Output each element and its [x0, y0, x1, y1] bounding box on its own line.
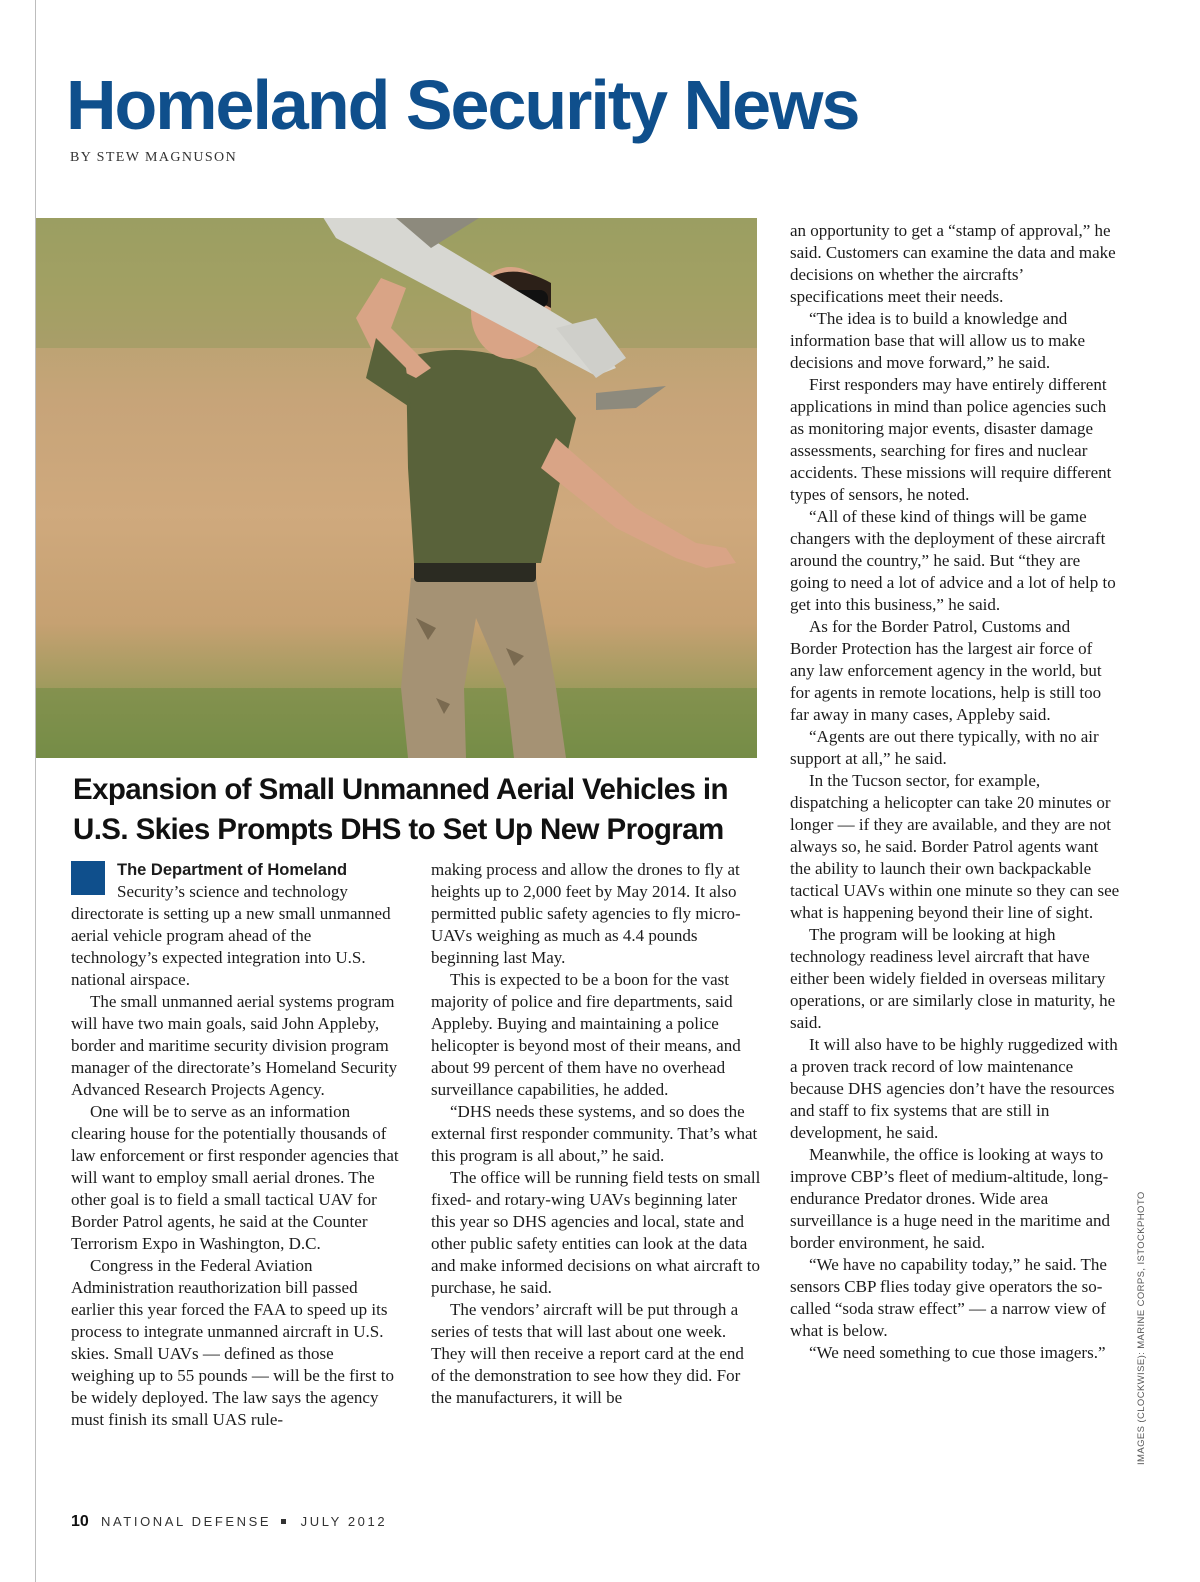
paragraph: First responders may have entirely different applications in mind than police agencies such as monitoring major events, disaster damage assessments, searching for fires and nuclear accidents. These missions will require different types of sensors, he noted.: [790, 375, 1112, 504]
article-headline: Expansion of Small Unmanned Aerial Vehicles in U.S. Skies Prompts DHS to Set Up New Program: [73, 773, 728, 846]
paragraph: This is expected to be a boon for the vast majority of police and fire departments, said Appleby. Buying and maintaining a police helicopter is beyond most of their means, and about 99 percent of them have no overhead surveillance capabilities, he added.: [431, 970, 741, 1099]
paragraph-text: Security’s science and technology directorate is setting up a new small unmanned aerial vehicle program ahead of the technology’s expected integration into U.S. national airspace.: [71, 882, 391, 989]
paragraph: “DHS needs these systems, and so does the external first responder community. That’s what this program is all about,” he said.: [431, 1102, 758, 1165]
article-photo: [36, 218, 757, 758]
paragraph: In the Tucson sector, for example, dispatching a helicopter can take 20 minutes or longer — if they are available, and they are not always so, he said. Border Patrol agents want the ability to launch their own backpackable tactical UAVs within one minute so they can see what is happening beyond their line of sight.: [790, 771, 1120, 922]
paragraph: “All of these kind of things will be game changers with the deployment of these aircraft around the country,” he said. But “they are going to need a lot of advice and a lot of help to get into this business,” he said.: [790, 507, 1116, 614]
publication-name: NATIONAL DEFENSE: [101, 1514, 272, 1529]
article-column-2: [431, 859, 761, 1409]
paragraph: Congress in the Federal Aviation Administration reauthorization bill passed earlier this year forced the FAA to speed up its process to integrate unmanned aircraft in U.S. skies. Small UAVs — defined as those weighing up to 55 pounds — will be the first to be widely deployed. The law says the agency must finish its small UAS rule-: [71, 1256, 394, 1429]
paragraph: One will be to serve as an information clearing house for the potentially thousands of law enforcement or first responder agencies that will want to employ small aerial drones. The other goal is to field a small tactical UAV for Border Patrol agents, he said at the Counter Terrorism Expo in Washington, D.C.: [71, 1102, 399, 1253]
byline: BY STEW MAGNUSON: [70, 150, 238, 165]
paragraph: The small unmanned aerial systems program will have two main goals, said John Appleby, border and maritime security division program manager of the directorate’s Homeland Security Advanced Research Projects Agency.: [71, 992, 398, 1099]
first-paragraph: [71, 859, 401, 991]
issue-date: JULY 2012: [300, 1514, 388, 1529]
paragraph: making process and allow the drones to fly at heights up to 2,000 feet by May 2014. It also permitted public safety agencies to fly micro-UAVs weighing as much as 4.4 pounds beginning last May.: [431, 860, 741, 967]
article-column-1: [71, 859, 401, 1431]
article-column-3: [790, 220, 1120, 1364]
paragraph: “Agents are out there typically, with no air support at all,” he said.: [790, 727, 1099, 768]
paragraph: The office will be running field tests on small fixed- and rotary-wing UAVs beginning later this year so DHS agencies and local, state and other public safety entities can look at the data and make informed decisions on what aircraft to purchase, he said.: [431, 1168, 761, 1297]
paragraph: “We have no capability today,” he said. The sensors CBP flies today give operators the so-called “soda straw effect” — a narrow view of what is below.: [790, 1255, 1107, 1340]
page-number: 10: [71, 1513, 89, 1530]
drone-launch-illustration: [36, 218, 757, 758]
photo-credit: IMAGES (CLOCKWISE): MARINE CORPS, ISTOCKPHOTO: [1136, 1191, 1147, 1465]
page-footer: [71, 1513, 387, 1531]
lead-in-text: The Department of Homeland: [117, 861, 348, 879]
paragraph: “The idea is to build a knowledge and information base that will allow us to make decisions and move forward,” he said.: [790, 309, 1086, 372]
paragraph: The program will be looking at high technology readiness level aircraft that have either been widely fielded in overseas military operations, or are similarly close in maturity, he said.: [790, 925, 1116, 1032]
paragraph: The vendors’ aircraft will be put through a series of tests that will last about one week. They will then receive a report card at the end of the demonstration to see how they did. For the manufacturers, it will be: [431, 1300, 744, 1407]
footer-separator: [281, 1519, 286, 1524]
paragraph: As for the Border Patrol, Customs and Border Protection has the largest air force of any law enforcement agency in the world, but for agents in remote locations, help is still too far away in many cases, Appleby said.: [790, 617, 1102, 724]
paragraph: an opportunity to get a “stamp of approval,” he said. Customers can examine the data and make decisions on whether the aircrafts’ specifications meet their needs.: [790, 221, 1116, 306]
drop-square-marker: [71, 861, 105, 895]
section-masthead: Homeland Security News: [66, 66, 859, 144]
paragraph: “We need something to cue those imagers.”: [809, 1343, 1106, 1362]
paragraph: Meanwhile, the office is looking at ways to improve CBP’s fleet of medium-altitude, long-endurance Predator drones. Wide area surveillance is a huge need in the maritime and border environment, he said.: [790, 1145, 1111, 1252]
paragraph: It will also have to be highly ruggedized with a proven track record of low maintenance because DHS agencies don’t have the resources and staff to fix systems that are still in development, he said.: [790, 1035, 1118, 1142]
